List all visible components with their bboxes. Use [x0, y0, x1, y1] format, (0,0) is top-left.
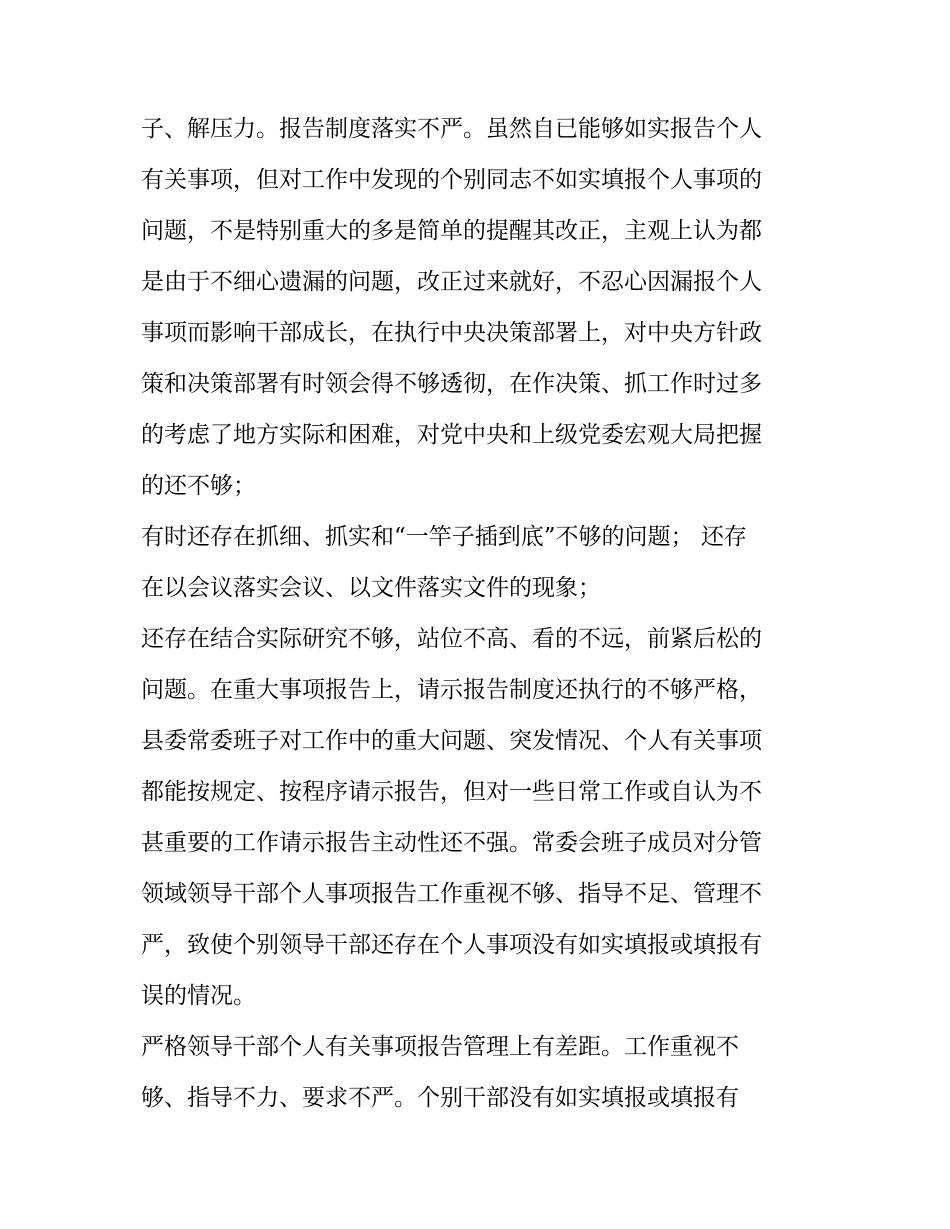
- text-line: 够、指导不力、要求不严。个别干部没有如实填报或填报有: [141, 1085, 739, 1111]
- text-line: 的考虑了地方实际和困难，对党中央和上级党委宏观大局把握: [141, 422, 762, 448]
- text-line: 问题，不是特别重大的多是简单的提醒其改正，主观上认为都: [141, 218, 762, 244]
- text-line: 有关事项，但对工作中发现的个别同志不如实填报个人事项的: [141, 167, 762, 193]
- text-line: 子、解压力。报告制度落实不严。虽然自已能够如实报告个人: [141, 116, 762, 142]
- text-line: 是由于不细心遗漏的问题，改正过来就好，不忍心因漏报个人: [141, 269, 762, 295]
- text-line: 县委常委班子对工作中的重大问题、突发情况、个人有关事项: [141, 728, 762, 754]
- text-line: 严，致使个别领导干部还存在个人事项没有如实填报或填报有: [141, 932, 762, 958]
- text-line: 策和决策部署有时领会得不够透彻，在作决策、抓工作时过多: [141, 371, 762, 397]
- text-line: 事项而影响干部成长，在执行中央决策部署上，对中央方针政: [141, 320, 762, 346]
- document-body: [141, 104, 821, 1124]
- text-line: 都能按规定、按程序请示报告，但对一些日常工作或自认为不: [141, 779, 762, 805]
- text-line: 误的情况。: [141, 983, 256, 1009]
- text-line: 问题。在重大事项报告上，请示报告制度还执行的不够严格，: [141, 677, 762, 703]
- text-line: 有时还存在抓细、抓实和“一竿子插到底”不够的问题； 还存: [141, 524, 747, 550]
- text-line: 严格领导干部个人有关事项报告管理上有差距。工作重视不: [141, 1034, 739, 1060]
- text-line: 领域领导干部个人事项报告工作重视不够、指导不足、管理不: [141, 881, 762, 907]
- text-line: 在以会议落实会议、以文件落实文件的现象；: [141, 575, 601, 601]
- text-line: 甚重要的工作请示报告主动性还不强。常委会班子成员对分管: [141, 830, 762, 856]
- text-line: 的还不够；: [141, 473, 256, 499]
- text-line: 还存在结合实际研究不够，站位不高、看的不远，前紧后松的: [141, 626, 762, 652]
